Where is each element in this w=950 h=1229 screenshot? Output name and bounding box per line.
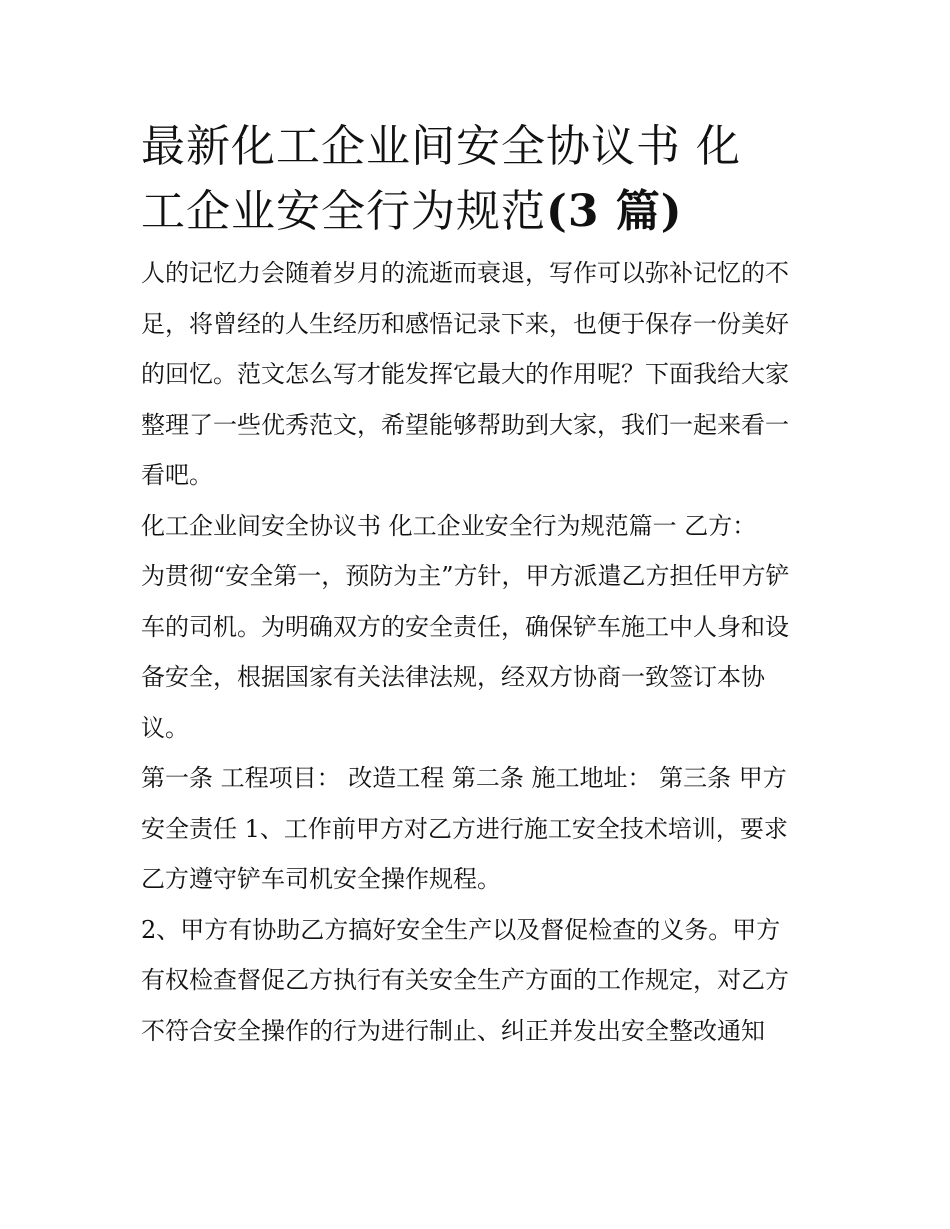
clause-2-paragraph [141, 905, 813, 1057]
text-line: 议。 [141, 713, 189, 742]
document-body [141, 114, 813, 1056]
text-line: 看吧。 [141, 461, 213, 489]
text-line: 2、甲方有协助乙方搞好安全生产以及督促检查的义务。甲方 [141, 915, 781, 944]
intro-paragraph [141, 248, 813, 501]
purpose-paragraph [141, 551, 813, 753]
text-line: 车的司机。为明确双方的安全责任，确保铲车施工中人身和设 [141, 612, 789, 641]
clauses-paragraph [141, 753, 813, 905]
text-line: 为贯彻“安全第一，预防为主”方针，甲方派遣乙方担任甲方铲 [141, 562, 790, 590]
text-line: 乙方遵守铲车司机安全操作规程。 [141, 865, 501, 893]
text-line: 化工企业间安全协议书 化工企业安全行为规范篇一 乙方： [141, 511, 757, 540]
text-line: 安全责任 1、工作前甲方对乙方进行施工安全技术培训，要求 [141, 814, 788, 843]
title-line: 工企业安全行为规范(3 篇) [141, 186, 683, 237]
text-line: 有权检查督促乙方执行有关安全生产方面的工作规定，对乙方 [141, 966, 789, 994]
title-line: 最新化工企业间安全协议书 化 [141, 121, 741, 172]
text-line: 整理了一些优秀范文，希望能够帮助到大家，我们一起来看一 [141, 410, 789, 439]
text-line: 不符合安全操作的行为进行制止、纠正并发出安全整改通知 [141, 1016, 765, 1045]
text-line: 足，将曾经的人生经历和感悟记录下来，也便于保存一份美好 [141, 309, 789, 338]
text-line: 的回忆。范文怎么写才能发挥它最大的作用呢？下面我给大家 [141, 360, 789, 388]
text-line: 人的记忆力会随着岁月的流逝而衰退，写作可以弥补记忆的不 [141, 259, 789, 287]
text-line: 备安全，根据国家有关法律法规，经双方协商一致签订本协 [141, 663, 765, 691]
text-line: 第一条 工程项目： 改造工程 第二条 施工地址： 第三条 甲方 [141, 764, 787, 792]
section-heading-paragraph [141, 501, 813, 552]
document-title [141, 114, 813, 244]
